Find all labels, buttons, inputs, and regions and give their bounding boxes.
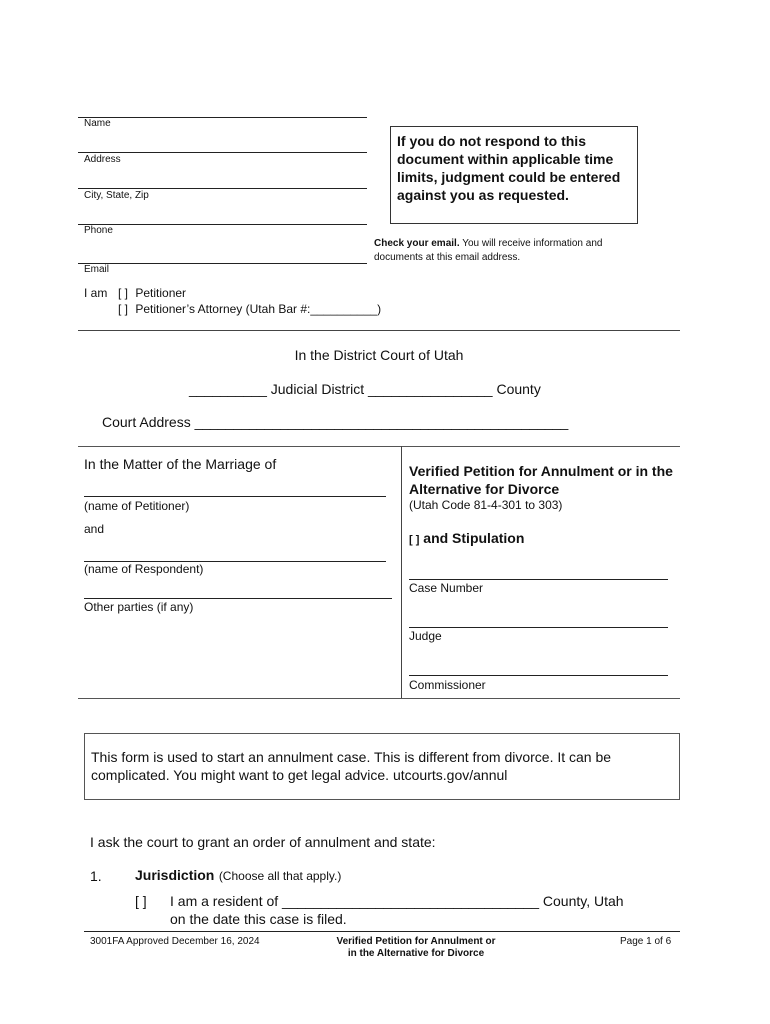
case-number-line[interactable] xyxy=(409,579,668,580)
city-label: City, State, Zip xyxy=(84,190,149,201)
statute-citation: (Utah Code 81-4-301 to 303) xyxy=(409,498,563,512)
petitioner-checkbox[interactable]: [ ] xyxy=(118,286,129,300)
i-am-label: I am xyxy=(84,286,108,300)
judge-line[interactable] xyxy=(409,627,668,628)
phone-label: Phone xyxy=(84,225,113,236)
and-label: and xyxy=(84,522,105,536)
phone-line[interactable] xyxy=(78,224,367,225)
response-warning-box xyxy=(390,126,638,224)
annulment-info-box xyxy=(84,733,680,800)
stipulation-checkbox[interactable]: [ ] xyxy=(409,534,420,546)
commissioner-line[interactable] xyxy=(409,675,668,676)
name-line[interactable] xyxy=(78,117,367,118)
email-note-text: You will receive information and documents at this email address. xyxy=(374,238,603,263)
caption-divider xyxy=(401,446,402,698)
form-id: 3001FA Approved December 16, 2024 xyxy=(90,936,260,947)
stipulation-option[interactable] xyxy=(409,530,524,546)
residency-checkbox[interactable]: [ ] xyxy=(135,893,147,909)
other-parties-line[interactable] xyxy=(84,598,392,599)
court-address-line[interactable]: Court Address ________________________________________________ xyxy=(102,414,569,430)
caption-bottom-border xyxy=(78,698,680,699)
petitioner-label: Petitioner xyxy=(135,286,187,300)
email-note-bold: Check your email. xyxy=(374,238,460,249)
petitioner-name-label: (name of Petitioner) xyxy=(84,499,190,513)
respondent-name-label: (name of Respondent) xyxy=(84,562,204,576)
intro-statement: I ask the court to grant an order of annulment and state: xyxy=(90,834,436,850)
judge-label: Judge xyxy=(409,629,442,643)
document-title: Verified Petition for Annulment or in the Alternative for Divorce xyxy=(409,463,673,497)
annulment-info-text: This form is used to start an annulment case. This is different from divorce. It can be complicated. You might want to get legal advice. utcourts.gov/annul xyxy=(91,749,612,783)
other-parties-label: Other parties (if any) xyxy=(84,600,194,614)
name-label: Name xyxy=(84,118,111,129)
jurisdiction-heading xyxy=(135,867,341,885)
role-selector xyxy=(84,285,107,301)
district-county-line[interactable]: __________ Judicial District ________________ County xyxy=(189,381,541,397)
item-number: 1. xyxy=(90,868,102,884)
jurisdiction-note: (Choose all that apply.) xyxy=(218,869,342,883)
petitioner-name-line[interactable] xyxy=(84,496,386,497)
attorney-option[interactable] xyxy=(118,301,381,317)
attorney-checkbox[interactable]: [ ] xyxy=(118,302,129,316)
address-line[interactable] xyxy=(78,152,367,153)
residency-text-line2: on the date this case is filed. xyxy=(170,911,347,927)
jurisdiction-title: Jurisdiction xyxy=(135,867,215,883)
city-line[interactable] xyxy=(78,188,367,189)
attorney-label: Petitioner’s Attorney (Utah Bar #:__________) xyxy=(135,302,382,316)
email-label: Email xyxy=(84,264,110,275)
case-number-label: Case Number xyxy=(409,581,484,595)
commissioner-label: Commissioner xyxy=(409,678,486,692)
address-label: Address xyxy=(84,154,121,165)
court-title: In the District Court of Utah xyxy=(294,347,464,363)
matter-heading: In the Matter of the Marriage of xyxy=(84,456,277,472)
footer-title xyxy=(316,936,516,960)
footer-divider xyxy=(84,931,680,932)
page-number: Page 1 of 6 xyxy=(620,936,672,947)
stipulation-label: and Stipulation xyxy=(423,530,525,546)
email-note xyxy=(374,237,654,265)
petitioner-option[interactable] xyxy=(118,285,186,301)
caption-top-border xyxy=(78,446,680,447)
footer-title-line1: Verified Petition for Annulment or xyxy=(336,936,496,947)
footer-title-line2: in the Alternative for Divorce xyxy=(347,948,485,959)
email-line[interactable] xyxy=(78,263,367,264)
header-divider xyxy=(78,330,680,331)
residency-text-line1[interactable]: I am a resident of _________________________________ County, Utah xyxy=(170,893,624,909)
response-warning-text: If you do not respond to this document within applicable time limits, judgment could be entered against you as requested. xyxy=(397,133,621,203)
